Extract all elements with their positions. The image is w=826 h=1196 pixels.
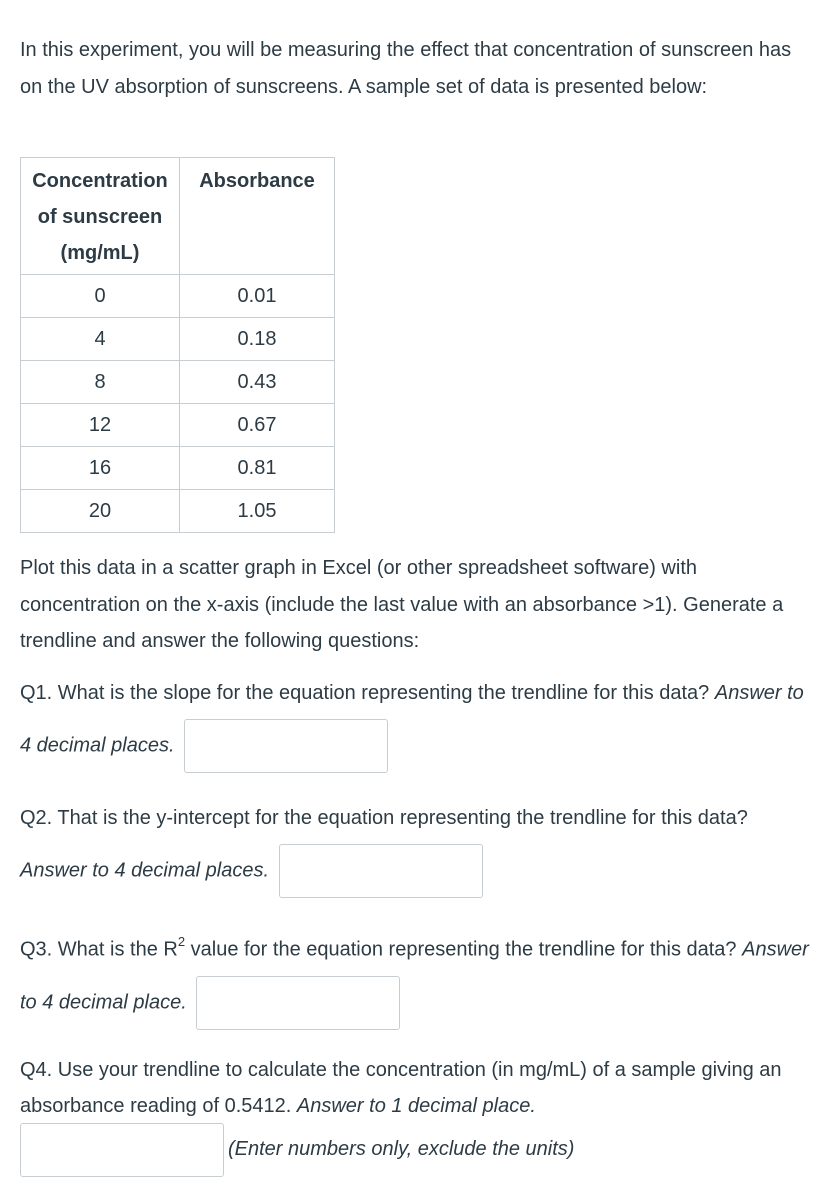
question-1-hint: Answer to 4 decimal places. (20, 682, 804, 757)
question-4-text: Q4. Use your trendline to calculate the concentration (in mg/mL) of a sample giving an absorbance reading of 0.5412. (20, 1059, 782, 1117)
question-4-note: (Enter numbers only, exclude the units) (228, 1138, 575, 1160)
table-row (21, 318, 335, 361)
question-3 (20, 918, 810, 1030)
table-header-row (21, 158, 335, 275)
cell-concentration: 4 (21, 318, 180, 361)
cell-absorbance: 0.67 (180, 404, 335, 447)
cell-concentration: 0 (21, 275, 180, 318)
instructions-paragraph: Plot this data in a scatter graph in Excel (or other spreadsheet software) with concentration on the x-axis (include the last value with an absorbance >1). Generate a trendline and answer the following questions: (20, 557, 784, 652)
cell-concentration: 20 (21, 490, 180, 533)
cell-absorbance: 0.43 (180, 361, 335, 404)
cell-absorbance: 0.18 (180, 318, 335, 361)
question-4 (20, 1052, 810, 1124)
question-2-answer-input[interactable] (279, 844, 483, 898)
cell-absorbance: 0.01 (180, 275, 335, 318)
cell-absorbance: 1.05 (180, 490, 335, 533)
question-3-answer-input[interactable] (196, 976, 400, 1030)
question-1 (20, 668, 810, 773)
header-absorbance: Absorbance (180, 158, 335, 275)
question-2-text: Q2. That is the y-intercept for the equation representing the trendline for this data? (20, 807, 748, 829)
question-4-hint: Answer to 1 decimal place. (296, 1095, 536, 1117)
question-3-text-after: value for the equation representing the trendline for this data? (185, 938, 743, 961)
question-1-text: Q1. What is the slope for the equation representing the trendline for this data? (20, 682, 710, 704)
intro-paragraph: In this experiment, you will be measuring the effect that concentration of sunscreen has on the UV absorption of sunscreens. A sample set of data is presented below: (20, 39, 792, 98)
cell-absorbance: 0.81 (180, 447, 335, 490)
cell-concentration: 8 (21, 361, 180, 404)
table-row (21, 404, 335, 447)
question-3-text-before: Q3. What is the R (20, 938, 178, 961)
cell-concentration: 16 (21, 447, 180, 490)
table-row (21, 447, 335, 490)
question-4-answer-line (20, 1122, 574, 1177)
question-1-answer-input[interactable] (184, 719, 388, 773)
question-2-hint: Answer to 4 decimal places. (20, 859, 270, 882)
table-row (21, 490, 335, 533)
question-3-superscript: 2 (177, 934, 186, 949)
table-row (21, 361, 335, 404)
table-row (21, 275, 335, 318)
question-4-answer-input[interactable] (20, 1123, 224, 1177)
header-concentration: Concentration of sunscreen (mg/mL) (21, 158, 180, 275)
question-3-hint: Answer to 4 decimal place. (20, 938, 809, 1013)
data-table (20, 157, 335, 533)
cell-concentration: 12 (21, 404, 180, 447)
question-2 (20, 793, 810, 898)
